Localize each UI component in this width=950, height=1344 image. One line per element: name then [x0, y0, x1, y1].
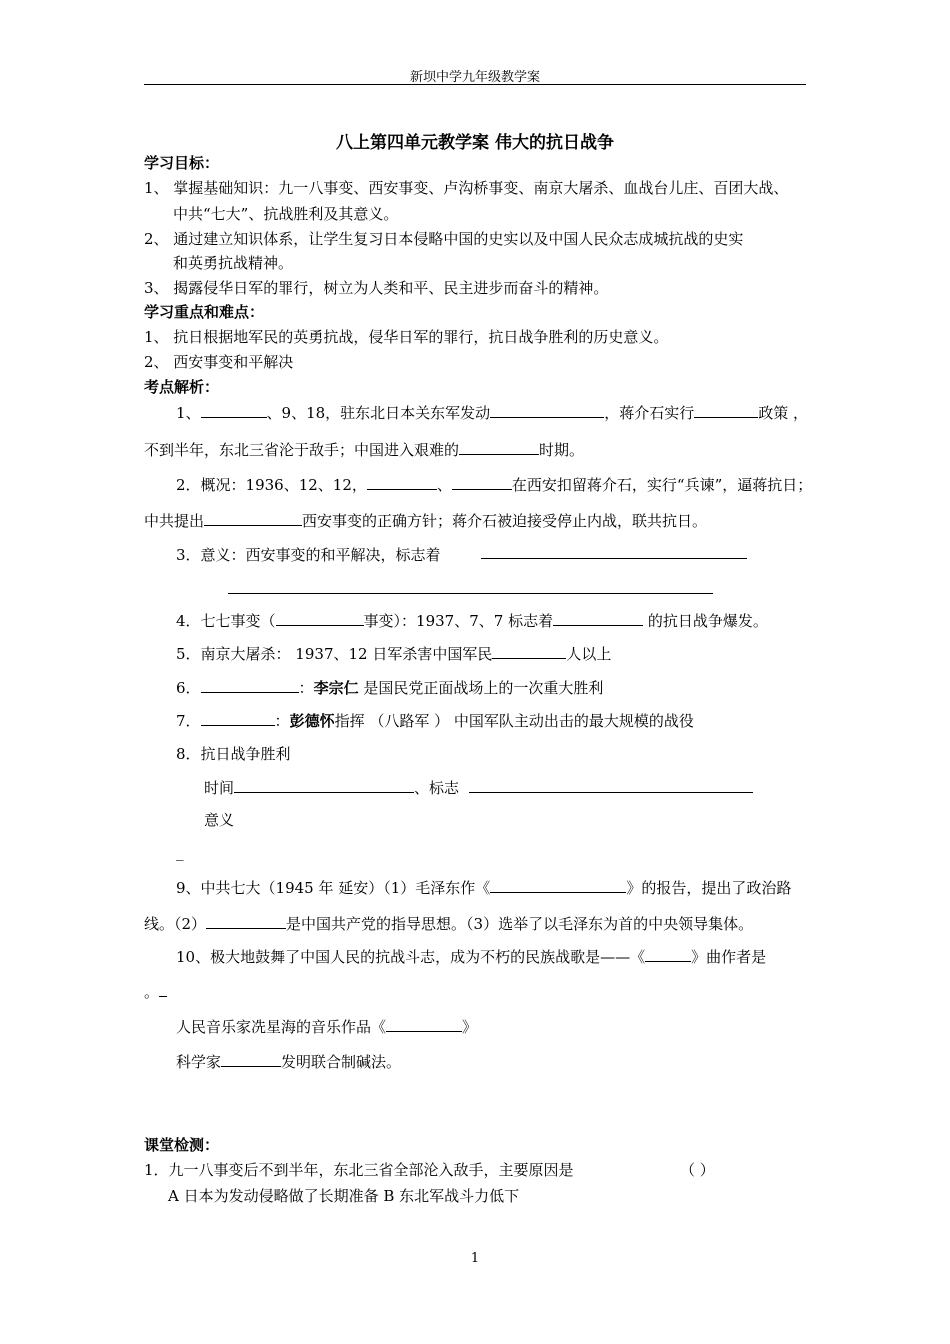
q10-blank-3[interactable] [386, 1017, 462, 1032]
q5-line: 5．南京大屠杀： 1937、12 日军杀害中国军民 人以上 [176, 645, 612, 663]
q10-blank-4[interactable] [221, 1052, 281, 1067]
q6-line: 6． ：李宗仁 是国民党正面战场上的一次重大胜利 [176, 679, 604, 697]
document-title: 八上第四单元教学案 伟大的抗日战争 [336, 133, 614, 153]
q9-line1: 9、中共七大（1945 年 延安）（1）毛泽东作《 》的报告，提出了政治路 [176, 879, 792, 897]
q10-line1: 10、极大地鼓舞了中国人民的抗战斗志，成为不朽的民族战歌是——《 》曲作者是 [176, 948, 767, 966]
q1-blank-1[interactable] [201, 403, 267, 418]
q8-time-blank[interactable] [234, 778, 414, 793]
q5-blank-1[interactable] [492, 644, 566, 659]
key-point-1: 1、 抗日根据地军民的英勇抗战，侵华日军的罪行，抗日战争胜利的历史意义。 [144, 328, 669, 346]
q2-blank-3[interactable] [204, 511, 302, 526]
q3-line1: 3．意义：西安事变的和平解决，标志着 [176, 546, 441, 564]
key-points-heading: 学习重点和难点： [144, 303, 265, 321]
objective-item-2: 2、 通过建立知识体系，让学生复习日本侵略中国的史实以及中国人民众志成城抗战的史实 [144, 230, 744, 248]
q10-line2: 。 [144, 981, 167, 1002]
q10-line3: 人民音乐家冼星海的音乐作品《 》 [176, 1018, 478, 1036]
q2-blank-1[interactable] [367, 475, 437, 490]
test-q1-options: A 日本为发动侵略做了长期准备 B 东北军战斗力低下 [168, 1187, 520, 1205]
q7-line: 7． ：彭德怀指挥 （八路军 ） 中国军队主动出击的最大规模的战役 [176, 712, 694, 730]
q1-line1: 1、 、9、18，驻东北日本关东军发动 ，蒋介石实行 政策 ， [176, 404, 808, 422]
analysis-heading: 考点解析： [144, 378, 220, 396]
objective-item-2-cont: 和英勇抗战精神。 [173, 254, 294, 272]
q4-blank-1[interactable] [276, 611, 364, 626]
q8-sign-blank[interactable] [469, 778, 753, 793]
objective-item-1-cont: 中共“七大”、抗战胜利及其意义。 [173, 205, 399, 223]
page-number: 1 [470, 1251, 480, 1266]
objective-item-3: 3、 揭露侵华日军的罪行，树立为人类和平、民主进步而奋斗的精神。 [144, 279, 609, 297]
q9-blank-1[interactable] [490, 878, 626, 893]
q2-line2: 中共提出 西安事变的正确方针；蒋介石被迫接受停止内战，联共抗日。 [144, 512, 708, 530]
key-point-2: 2、 西安事变和平解决 [144, 353, 294, 371]
q4-line: 4．七七事变（ 事变）：1937、7、7 标志着 的抗日战争爆发。 [176, 612, 768, 630]
q10-line4: 科学家 发明联合制碱法。 [176, 1053, 402, 1071]
test-heading: 课堂检测： [144, 1136, 220, 1154]
q1-line2: 不到半年，东北三省沦于敌手；中国进入艰难的 时期。 [144, 441, 585, 459]
q8-underscore: _ [176, 843, 184, 861]
q4-blank-2[interactable] [553, 611, 643, 626]
objective-item-1: 1、 掌握基础知识：九一八事变、西安事变、卢沟桥事变、南京大屠杀、血战台儿庄、百团大战、 [144, 179, 789, 197]
q8-time-line: 时间 、标志 [204, 777, 753, 798]
page-header: 新坝中学九年级教学案 [409, 70, 540, 85]
q8-meaning: 意义 [204, 811, 235, 829]
q2-line1: 2．概况：1936、12、12， 、 在西安扣留蒋介石，实行“兵谏”，逼蒋抗日； [176, 476, 813, 494]
q1-blank-4[interactable] [459, 440, 539, 455]
q9-line2: 线。（2） 是中国共产党的指导思想。（3）选举了以毛泽东为首的中央领导集体。 [144, 915, 754, 933]
q10-blank-2[interactable] [159, 982, 167, 997]
q3-blank-1[interactable] [481, 558, 747, 559]
q1-blank-3[interactable] [694, 403, 758, 418]
q2-blank-2[interactable] [452, 475, 512, 490]
q6-blank-1[interactable] [201, 678, 299, 693]
test-q1-answer-paren[interactable]: （ ） [680, 1161, 715, 1179]
q1-blank-2[interactable] [490, 403, 604, 418]
header-rule [144, 84, 806, 85]
q9-blank-2[interactable] [206, 914, 286, 929]
q7-blank-1[interactable] [201, 711, 275, 726]
test-q1: 1．九一八事变后不到半年，东北三省全部沦入敌手，主要原因是 [144, 1161, 574, 1179]
q8-heading: 8．抗日战争胜利 [176, 745, 291, 763]
objectives-heading: 学习目标： [144, 154, 220, 172]
q3-blank-2[interactable] [228, 593, 713, 594]
q10-blank-1[interactable] [645, 947, 691, 962]
